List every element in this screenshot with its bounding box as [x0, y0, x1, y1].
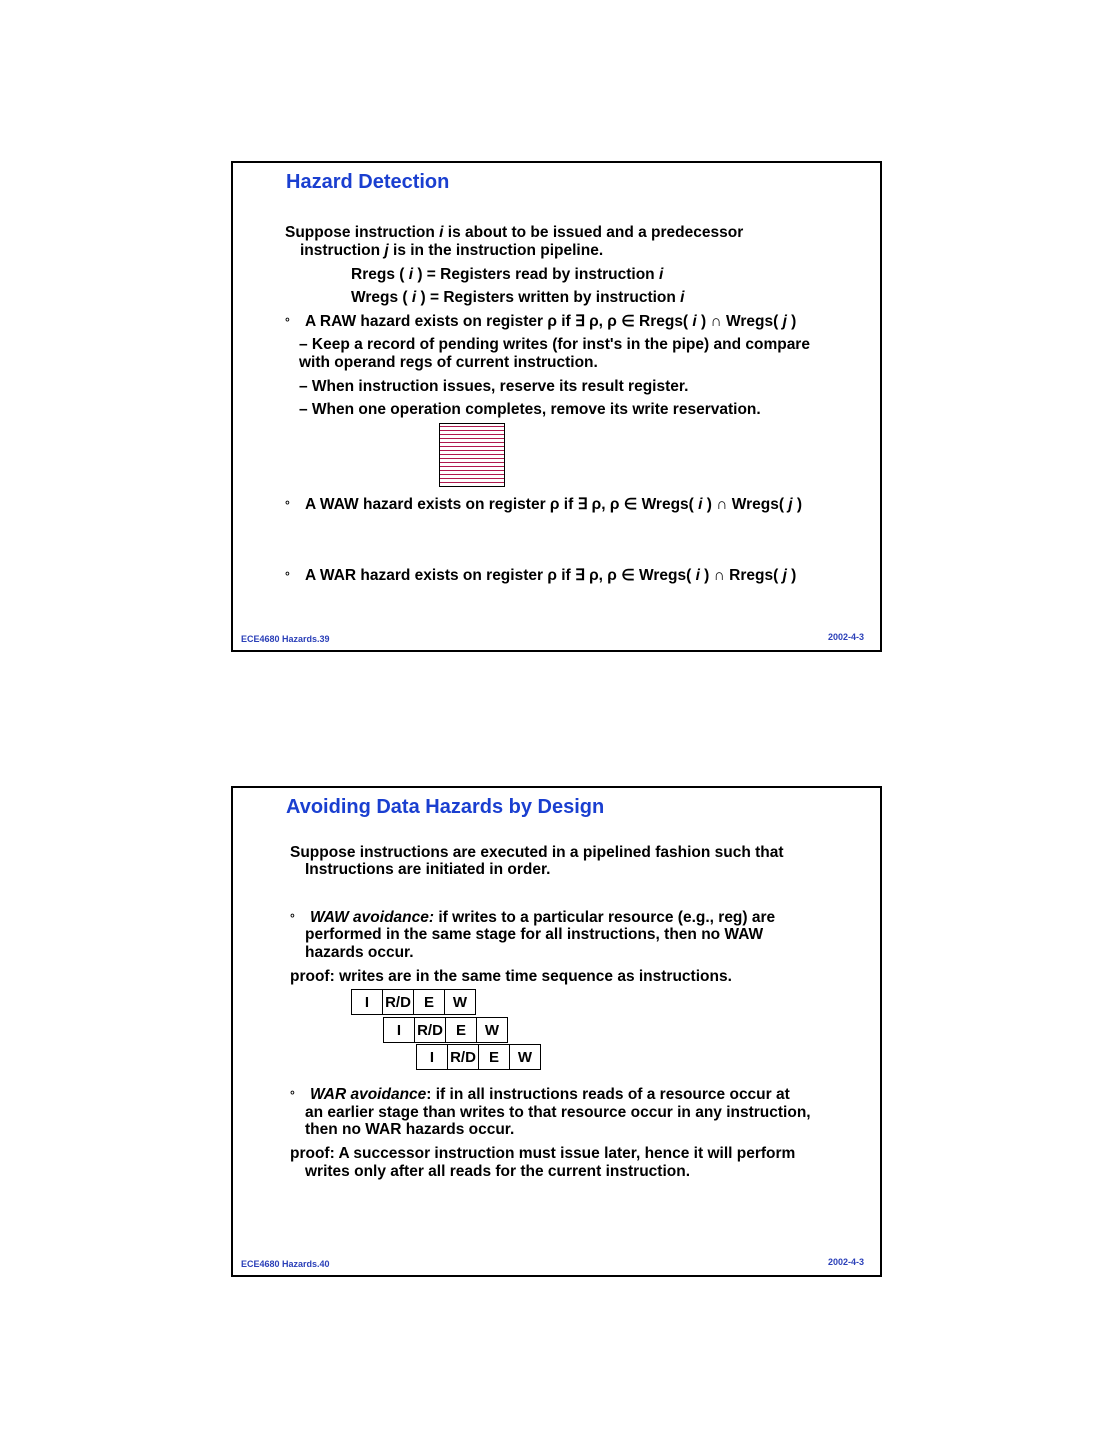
footer-left: ECE4680 Hazards.39: [241, 634, 330, 644]
text: : if in all instructions reads of a resource occur at: [426, 1086, 790, 1103]
text: instruction: [300, 242, 385, 259]
var-i: i: [439, 224, 444, 241]
text: ): [786, 567, 797, 584]
var-i: i: [411, 289, 417, 306]
text: Suppose instruction: [285, 224, 440, 241]
stage-cell: E: [413, 989, 445, 1015]
bullet-icon: °: [290, 911, 295, 925]
waw-bullet: [285, 496, 802, 514]
raw-bullet: [285, 313, 796, 331]
bullet-icon: °: [285, 569, 290, 583]
stage-cell: R/D: [447, 1044, 479, 1070]
intro-line-2: Instructions are initiated in order.: [305, 861, 551, 878]
raw-sub-2: – When instruction issues, reserve its result register.: [299, 378, 689, 395]
intro-line-2: [300, 242, 603, 260]
stage-cell: E: [478, 1044, 510, 1070]
stage-cell: I: [416, 1044, 448, 1070]
stage-cell: I: [351, 989, 383, 1015]
pipeline-row-1: [352, 989, 476, 1015]
war-avoidance-line-3: then no WAR hazards occur.: [305, 1121, 515, 1138]
intro-line-1: [285, 224, 743, 242]
proof-2-line-2: writes only after all reads for the current instruction.: [305, 1163, 691, 1180]
waw-avoidance-label: WAW avoidance:: [310, 909, 435, 926]
war-avoidance-line-2: an earlier stage than writes to that resource occur in any instruction,: [305, 1104, 811, 1121]
var-j: j: [384, 242, 389, 259]
var-i: i: [695, 567, 700, 584]
slide-hazard-detection: [231, 161, 882, 652]
var-i: i: [680, 289, 685, 306]
war-avoidance-label: WAR avoidance: [310, 1086, 427, 1103]
stage-cell: R/D: [414, 1017, 446, 1043]
text: A RAW hazard exists on register ρ if ∃ ρ, ρ ∈ Rregs(: [305, 313, 693, 330]
bullet-icon: °: [285, 315, 290, 329]
pipeline-row-3: [417, 1044, 541, 1070]
var-j: j: [782, 313, 787, 330]
proof-1: proof: writes are in the same time sequence as instructions.: [290, 968, 732, 985]
text: ) ∩ Wregs(: [696, 313, 783, 330]
proof-2-line-1: proof: A successor instruction must issue later, hence it will perform: [290, 1145, 796, 1162]
text: Wregs (: [351, 289, 412, 306]
var-i: i: [658, 266, 664, 283]
var-j: j: [782, 567, 787, 584]
text: is in the instruction pipeline.: [388, 242, 604, 259]
slide-title: Avoiding Data Hazards by Design: [286, 796, 605, 818]
stage-cell: W: [476, 1017, 508, 1043]
stage-cell: E: [445, 1017, 477, 1043]
waw-avoidance-line-1: [290, 909, 775, 927]
text: ): [786, 313, 797, 330]
text: ) = Registers read by instruction: [413, 266, 659, 283]
war-bullet: [285, 567, 796, 585]
text: A WAW hazard exists on register ρ if ∃ ρ, ρ ∈ Wregs(: [305, 496, 699, 513]
stage-cell: I: [383, 1017, 415, 1043]
var-i: i: [698, 496, 703, 513]
footer-left: ECE4680 Hazards.40: [241, 1259, 330, 1269]
footer-date: 2002-4-3: [827, 632, 864, 642]
text: ): [792, 496, 803, 513]
slide-title: Hazard Detection: [286, 171, 450, 193]
raw-sub-3: – When one operation completes, remove its write reservation.: [299, 401, 761, 418]
text: ) ∩ Rregs(: [699, 567, 783, 584]
rregs-definition: [351, 266, 663, 284]
wregs-definition: [351, 289, 684, 307]
hatched-placeholder-image: [439, 423, 505, 487]
text: ) = Registers written by instruction: [416, 289, 681, 306]
raw-sub-1a: – Keep a record of pending writes (for inst's in the pipe) and compare: [299, 336, 810, 353]
waw-avoidance-line-3: hazards occur.: [305, 944, 414, 961]
text: A WAR hazard exists on register ρ if ∃ ρ, ρ ∈ Wregs(: [305, 567, 696, 584]
var-i: i: [408, 266, 414, 283]
stage-cell: R/D: [382, 989, 414, 1015]
stage-cell: W: [444, 989, 476, 1015]
var-i: i: [692, 313, 697, 330]
text: is about to be issued and a predecessor: [443, 224, 744, 241]
slide-avoiding-data-hazards: [231, 786, 882, 1277]
stage-cell: W: [509, 1044, 541, 1070]
raw-sub-1b: with operand regs of current instruction.: [299, 354, 598, 371]
text: if writes to a particular resource (e.g., reg) are: [434, 909, 776, 926]
war-avoidance-line-1: [290, 1086, 790, 1104]
bullet-icon: °: [285, 498, 290, 512]
intro-line-1: Suppose instructions are executed in a pipelined fashion such that: [290, 844, 784, 861]
text: Rregs (: [351, 266, 409, 283]
bullet-icon: °: [290, 1088, 295, 1102]
text: ) ∩ Wregs(: [702, 496, 789, 513]
footer-date: 2002-4-3: [827, 1257, 864, 1267]
var-j: j: [788, 496, 793, 513]
waw-avoidance-line-2: performed in the same stage for all instructions, then no WAW: [305, 926, 764, 943]
pipeline-row-2: [384, 1017, 508, 1043]
